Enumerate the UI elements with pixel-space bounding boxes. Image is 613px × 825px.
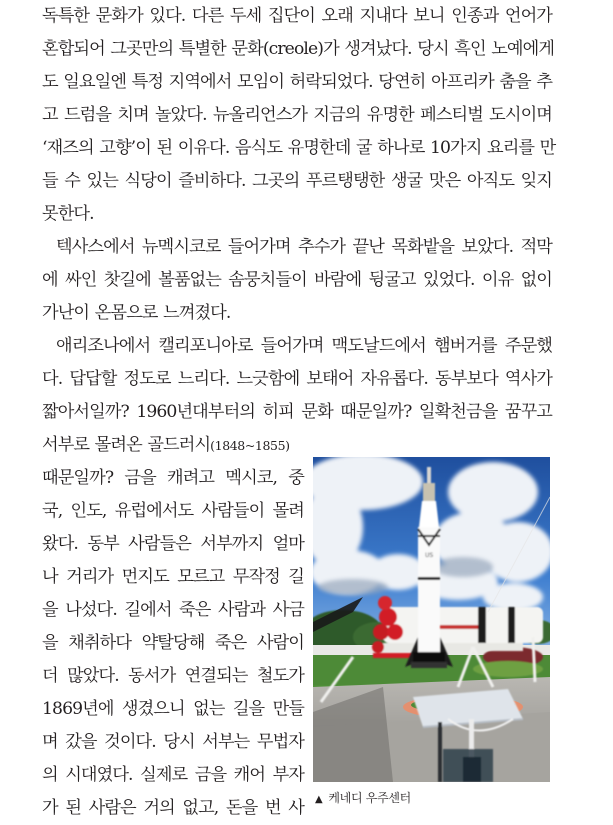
text-span: 혼합되어 그곳만의 특별한 문화(creole)가 생겨났다. 당시 흑인 노예에게 bbox=[42, 39, 555, 59]
text-line: 을 나섰다. 길에서 죽은 사람과 사금 bbox=[42, 600, 304, 620]
text-line: 못한다. bbox=[42, 204, 94, 224]
text-line bbox=[42, 33, 555, 66]
text-line: 짧아서일까? 1960년대부터의 히피 문화 때문일까? 일확천금을 꿈꾸고 bbox=[42, 402, 552, 422]
text-line: 왔다. 동부 사람들은 서부까지 얼마 bbox=[42, 534, 304, 554]
text-line: 독특한 문화가 있다. 다른 두세 집단이 오래 지내다 보니 인종과 언어가 bbox=[42, 6, 552, 26]
text-line: 의 시대였다. 실제로 금을 캐어 부자 bbox=[42, 765, 304, 785]
text-line: 며 갔을 것이다. 당시 서부는 무법자 bbox=[42, 732, 304, 752]
text-line: 가난이 온몸으로 느껴졌다. bbox=[42, 303, 231, 323]
kennedy-space-center-photo bbox=[313, 457, 550, 782]
svg-text:US: US bbox=[425, 552, 434, 559]
text-line: 더 많았다. 동서가 연결되는 철도가 bbox=[42, 666, 304, 686]
text-span: 서부로 몰려온 골드러시 bbox=[42, 435, 211, 455]
text-line bbox=[42, 429, 290, 462]
text-line: 가 된 사람은 거의 없고, 돈을 번 사 bbox=[42, 798, 304, 818]
text-line: 국, 인도, 유럽에서도 사람들이 몰려 bbox=[42, 501, 304, 521]
text-line: 고 드럼을 치며 놀았다. 뉴올리언스가 지금의 유명한 페스티벌 도시이며 bbox=[42, 105, 552, 125]
text-line: 때문일까? 금을 캐려고 멕시코, 중 bbox=[42, 468, 304, 488]
text-line: 도 일요일엔 특정 지역에서 모임이 허락되었다. 당연히 아프리카 춤을 추 bbox=[42, 72, 553, 92]
date-range-note: (1848~1855) bbox=[210, 438, 290, 453]
text-line: 들 수 있는 식당이 즐비하다. 그곳의 푸르탱탱한 생굴 맛은 아직도 잊지 bbox=[42, 171, 552, 191]
text-line-indented: 애리조나에서 캘리포니아로 들어가며 맥도날드에서 햄버거를 주문했 bbox=[56, 336, 552, 356]
text-line: 다. 답답할 정도로 느리다. 느긋함에 보태어 자유롭다. 동부보다 역사가 bbox=[42, 369, 552, 389]
text-line: ‘재즈의 고향’이 된 이유다. 음식도 유명한데 굴 하나로 10가지 요리를 만 bbox=[42, 138, 556, 158]
text-line: 을 채취하다 약탈당해 죽은 사람이 bbox=[42, 633, 304, 653]
caption-triangle-icon: ▲ bbox=[315, 794, 323, 805]
text-line: 나 거리가 먼지도 모르고 무작정 길 bbox=[42, 567, 304, 587]
text-line: 1869년에 생겼으니 없는 길을 만들 bbox=[42, 699, 304, 719]
text-line-indented: 텍사스에서 뉴멕시코로 들어가며 추수가 끝난 목화밭을 보았다. 적막 bbox=[56, 237, 552, 257]
caption-text: 케네디 우주센터 bbox=[328, 791, 411, 805]
text-line: 에 싸인 찻길에 볼품없는 솜뭉치들이 바람에 뒹굴고 있었다. 이유 없이 bbox=[42, 270, 552, 290]
rocket-garden-illustration bbox=[313, 457, 550, 782]
figure-caption bbox=[315, 789, 411, 806]
